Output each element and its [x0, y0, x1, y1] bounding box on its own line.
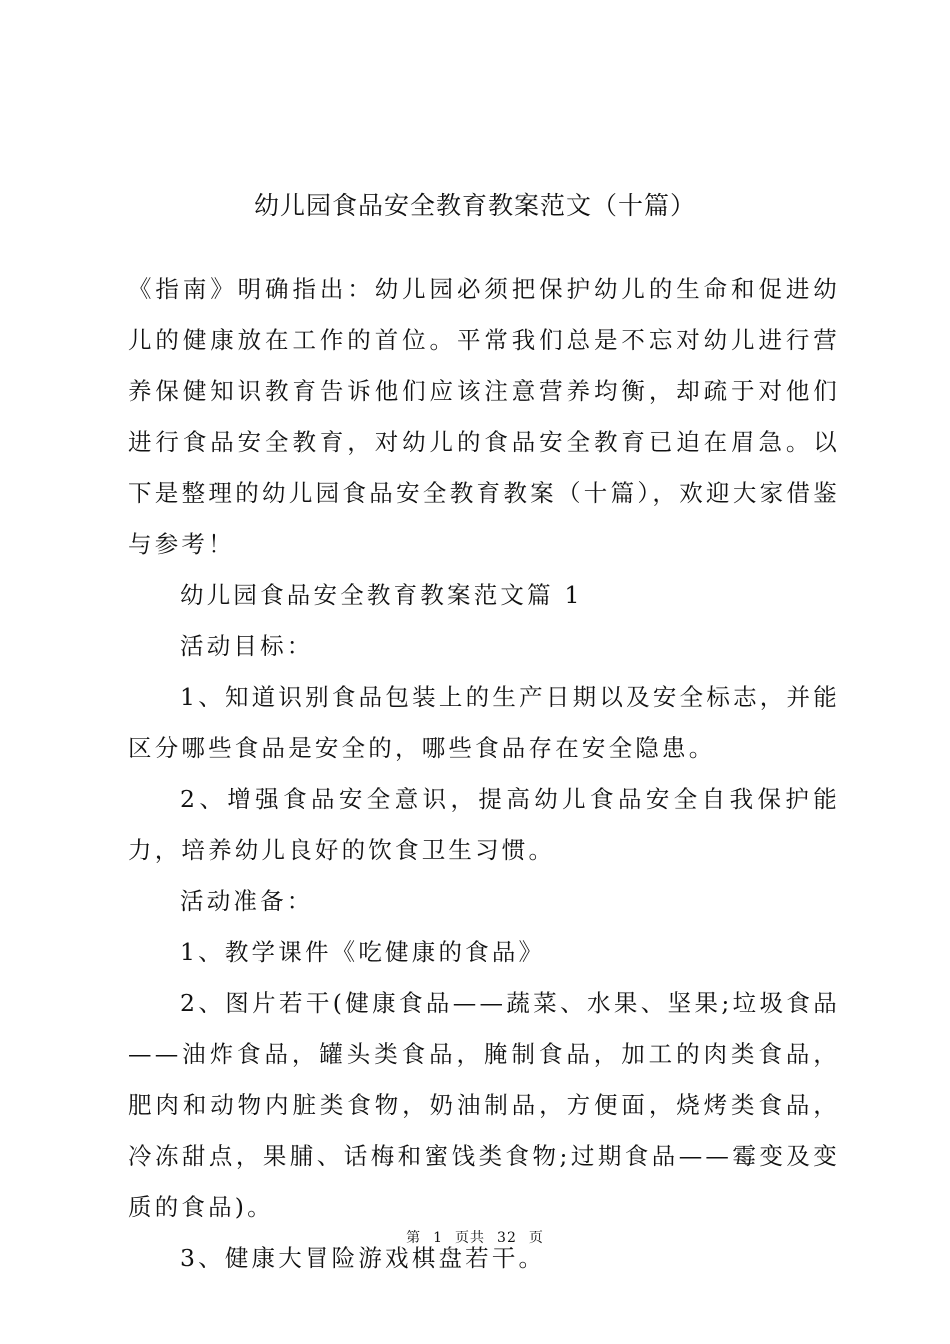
activity-prep-label: 活动准备： — [180, 887, 314, 915]
document-body — [128, 264, 840, 1284]
prep-item: 3、健康大冒险游戏棋盘若干。 — [180, 1244, 546, 1272]
footer-current-page: 1 — [433, 1230, 444, 1246]
prep-item: 2、图片若干(健康食品——蔬菜、水果、坚果;垃圾食品——油炸食品，罐头类食品，腌制食品，加工的肉类食品，肥肉和动物内脏类食物，奶油制品，方便面，烧烤类食品，冷冻甜点，果脯、话梅和蜜饯类食物;过期食品——霉变及变质的食品)。 — [128, 989, 840, 1221]
section-heading: 幼儿园食品安全教育教案范文篇 1 — [180, 581, 583, 609]
goal-item: 1、知道识别食品包装上的生产日期以及安全标志，并能区分哪些食品是安全的，哪些食品存在安全隐患。 — [128, 683, 840, 762]
footer-total-pages: 32 — [497, 1230, 517, 1246]
activity-goals-label: 活动目标： — [180, 632, 314, 660]
footer-label-page: 第 — [406, 1230, 422, 1246]
goal-item: 2、增强食品安全意识，提高幼儿食品安全自我保护能力，培养幼儿良好的饮食卫生习惯。 — [128, 785, 840, 864]
footer-label-end: 页 — [528, 1230, 544, 1246]
intro-paragraph: 《指南》明确指出：幼儿园必须把保护幼儿的生命和促进幼儿的健康放在工作的首位。平常我们总是不忘对幼儿进行营养保健知识教育告诉他们应该注意营养均衡，却疏于对他们进行食品安全教育，对幼儿的食品安全教育已迫在眉急。以下是整理的幼儿园食品安全教育教案（十篇），欢迎大家借鉴与参考！ — [128, 275, 840, 558]
footer-label-of: 页共 — [455, 1230, 486, 1246]
document-title: 幼儿园食品安全教育教案范文（十篇） — [253, 191, 696, 220]
prep-item: 1、教学课件《吃健康的食品》 — [180, 938, 546, 966]
page-footer — [0, 1228, 950, 1248]
